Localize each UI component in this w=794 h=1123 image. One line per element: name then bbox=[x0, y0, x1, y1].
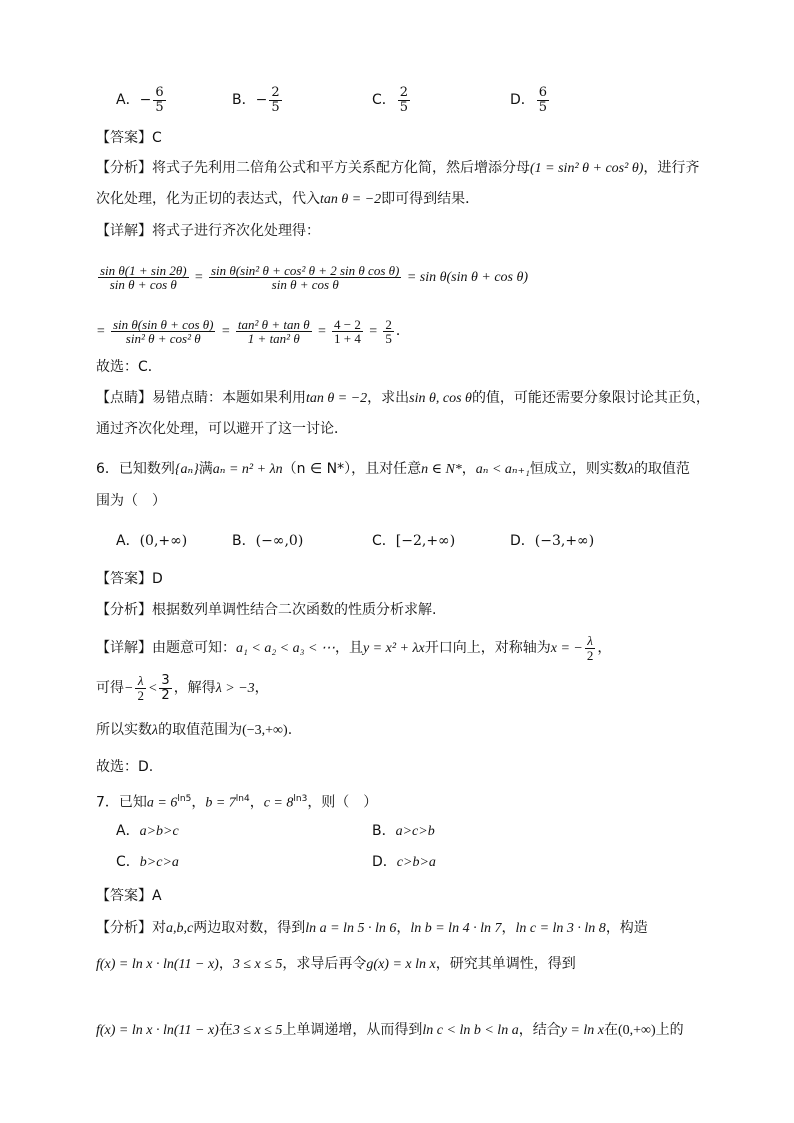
q5-choose: 故选：C． bbox=[96, 359, 162, 375]
q6-detail-line-3: 所以实数λ的取值范围为(−3,+∞). bbox=[96, 722, 293, 738]
q7-option-d: D．c>b>a bbox=[372, 854, 436, 870]
q5-analysis-line-2: 次化处理，化为正切的表达式，代入tan θ = −2即可得到结果． bbox=[96, 191, 480, 207]
q6-option-b: B．(−∞,0) bbox=[232, 533, 304, 549]
q7-analysis-line-3: f(x) = ln x · ln(11 − x)在3 ≤ x ≤ 5上单调递增，从而得到ln c < ln b < ln a，结合y = ln x在(0,+∞)上的 bbox=[96, 1022, 684, 1038]
q5-option-b-fraction: $\frac{2}{5}$ bbox=[271, 85, 280, 115]
q5-equation-1: $\frac{\text{sin θ(1 + sin 2θ)}}{\text{sin θ + cos θ}}$ = $\frac{\text{sin θ(sin² θ + cos² θ + 2 sin θ cos θ)}}{\text{sin θ + cos θ}}$ = sin θ(sin θ + cos θ) bbox=[100, 262, 529, 293]
q6-answer: 【答案】D bbox=[96, 571, 163, 587]
q7-option-a: A．a>b>c bbox=[116, 823, 179, 839]
q6-stem-line-1: 6．已知数列{aₙ}满aₙ = n² + λn（n ∈ N*），且对任意n ∈ N*，aₙ < aₙ₊₁恒成立，则实数λ的取值范 bbox=[96, 461, 690, 477]
q6-stem-line-2: 围为（ ） bbox=[96, 493, 166, 509]
q6-option-a: A．(0,+∞) bbox=[116, 533, 188, 549]
q5-option-d-fraction: $\frac{6}{5}$ bbox=[538, 85, 548, 115]
q5-option-c-fraction: $\frac{2}{5}$ bbox=[399, 85, 409, 115]
q5-option-a: A．− $\frac{6}{5}$ bbox=[116, 85, 164, 115]
q6-detail-line-2: 可得− $\frac{\lambda}{2}$ < $\frac{3}{2}$ ，解得λ > −3， bbox=[96, 672, 269, 703]
q5-detail: 【详解】将式子进行齐次化处理得： bbox=[96, 223, 320, 239]
q7-option-b: B．a>c>b bbox=[372, 823, 435, 839]
q7-stem: 7．已知$a = 6^{ln5}$，$b = 7^{ln4}$，$c = 8^{ln3}$，则（ ） bbox=[96, 794, 378, 811]
q7-option-c: C．b>c>a bbox=[116, 854, 179, 870]
q7-analysis-line-2: f(x) = ln x · ln(11 − x)，3 ≤ x ≤ 5，求导后再令g(x) = x ln x，研究其单调性，得到 bbox=[96, 956, 576, 972]
q5-answer: 【答案】C bbox=[96, 130, 162, 146]
q5-equation-2: = $\frac{\text{sin θ(sin θ + cos θ)}}{\text{sin² θ + cos² θ}}$ = $\frac{\text{tan² θ + tan θ}}{\text{1 + tan² θ}}$ = $\frac{4 - 2}{1 + 4}$ = $\frac{2}{5}$ ． bbox=[96, 316, 410, 347]
q7-answer: 【答案】A bbox=[96, 888, 162, 904]
q5-option-c: C． $\frac{2}{5}$ bbox=[372, 85, 409, 115]
q5-analysis-line-1: 【分析】将式子先利用二倍角公式和平方关系配方化简，然后增添分母(1 = sin² θ + cos² θ)，进行齐 bbox=[96, 160, 700, 176]
q5-tip-line-2: 通过齐次化处理，可以避开了这一讨论． bbox=[96, 421, 348, 437]
q6-choose: 故选：D. bbox=[96, 759, 154, 775]
q7-analysis-line-1: 【分析】对a,b,c两边取对数，得到ln a = ln 5 · ln 6，ln b = ln 4 · ln 7，ln c = ln 3 · ln 8，构造 bbox=[96, 920, 648, 936]
q5-option-b: B．− $\frac{2}{5}$ bbox=[232, 85, 280, 115]
q5-tip-line-1: 【点睛】易错点睛：本题如果利用tan θ = −2，求出sin θ, cos θ的值，可能还需要分象限讨论其正负， bbox=[96, 390, 710, 406]
q6-detail-line-1: 【详解】由题意可知：a₁ < a₂ < a₃ < ⋯，且y = x² + λx开口向上，对称轴为x = − $\frac{\lambda}{2}$ ， bbox=[96, 633, 612, 663]
q5-option-a-fraction: $\frac{6}{5}$ bbox=[155, 85, 164, 115]
q5-option-d: D． $\frac{6}{5}$ bbox=[510, 85, 548, 115]
q6-analysis: 【分析】根据数列单调性结合二次函数的性质分析求解. bbox=[96, 602, 437, 618]
q6-option-d: D．(−3,+∞) bbox=[510, 533, 595, 549]
q6-option-c: C．[−2,+∞) bbox=[372, 533, 456, 549]
